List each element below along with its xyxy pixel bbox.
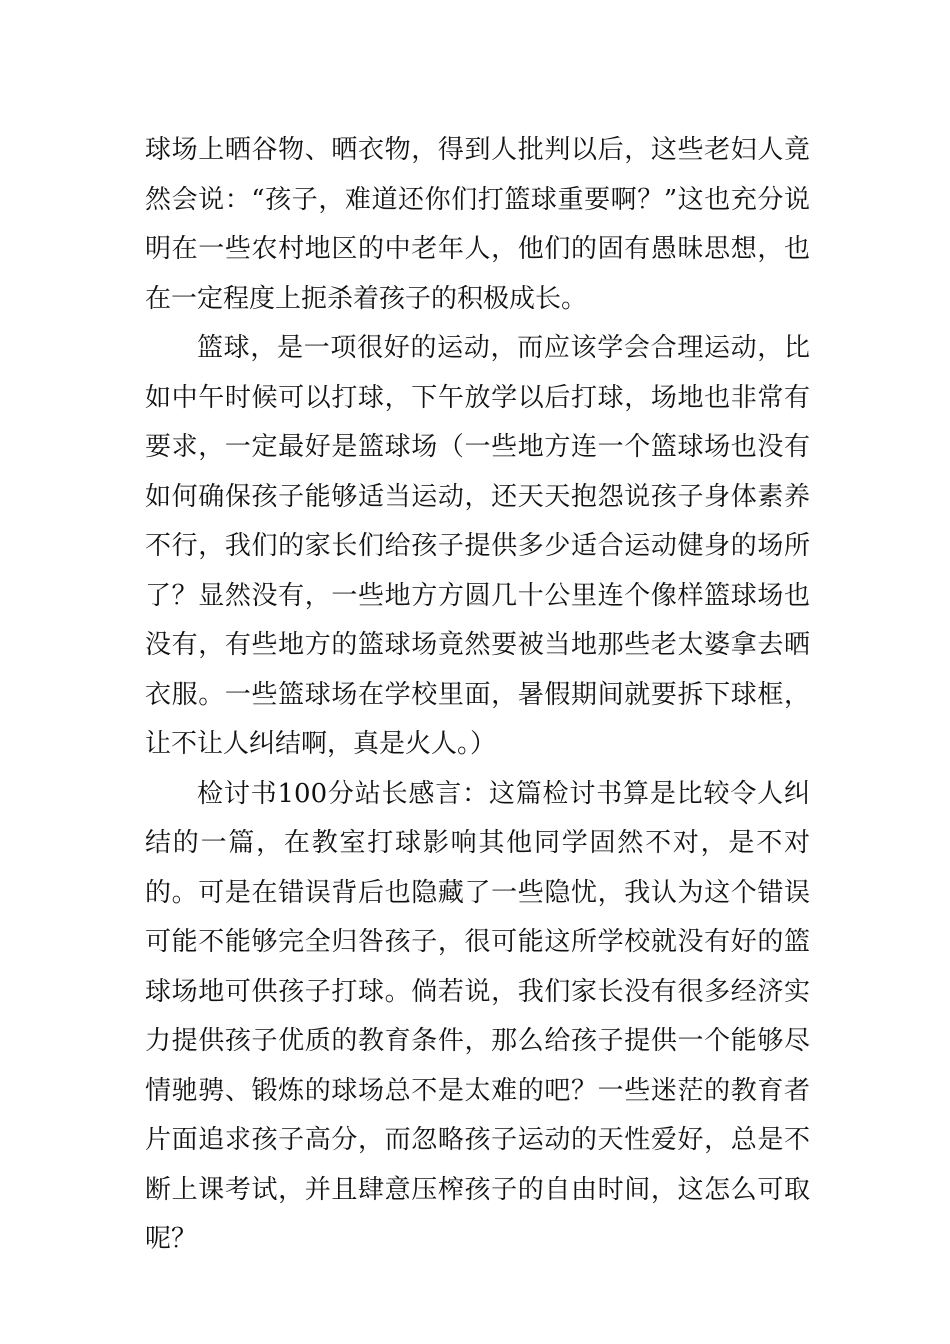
paragraph-continuation: 球场上晒谷物、晒衣物，得到人批判以后，这些老妇人竟然会说：“孩子，难道还你们打篮球重要啊？”这也充分说明在一些农村地区的中老年人，他们的固有愚昧思想，也在一定程度上扼杀着孩子的积极成长。 [145,135,810,314]
paragraph-webmaster-comment: 检讨书100分站长感言：这篇检讨书算是比较令人纠结的一篇，在教室打球影响其他同学固然不对，是不对的。可是在错误背后也隐藏了一些隐忧，我认为这个错误可能不能够完全归咎孩子，很可能这所学校就没有好的篮球场地可供孩子打球。倘若说，我们家长没有很多经济实力提供孩子优质的教育条件，那么给孩子提供一个能够尽情驰骋、锻炼的球场总不是太难的吧？一些迷茫的教育者片面追求孩子高分，而忽略孩子运动的天性爱好，总是不断上课考试，并且肆意压榨孩子的自由时间，这怎么可取呢？ [145,778,810,1254]
document-body [145,126,810,1265]
paragraph-basketball: 篮球，是一项很好的运动，而应该学会合理运动，比如中午时候可以打球，下午放学以后打球，场地也非常有要求，一定最好是篮球场（一些地方连一个篮球场也没有如何确保孩子能够适当运动，还天天抱怨说孩子身体素养不行，我们的家长们给孩子提供多少适合运动健身的场所了？显然没有，一些地方方圆几十公里连个像样篮球场也没有，有些地方的篮球场竟然要被当地那些老太婆拿去晒衣服。一些篮球场在学校里面，暑假期间就要拆下球框，让不让人纠结啊，真是火人。） [145,333,810,759]
